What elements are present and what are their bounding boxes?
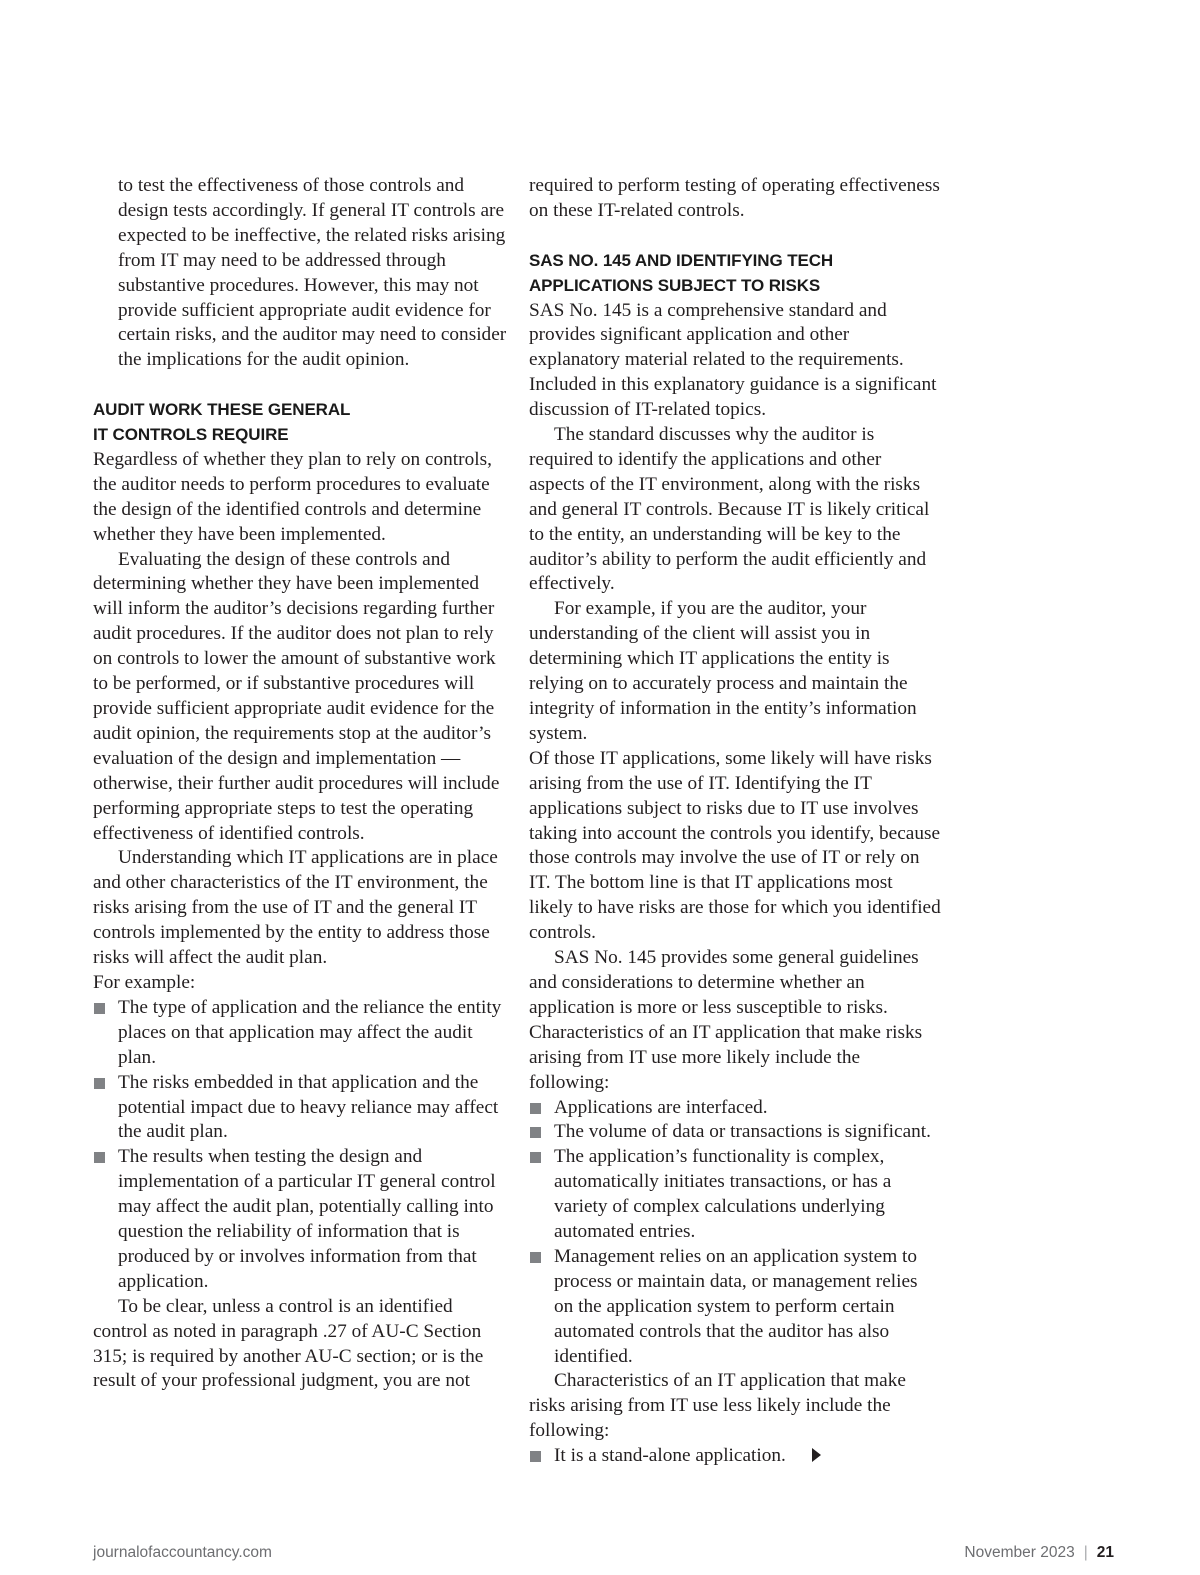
heading-line: SAS NO. 145 AND IDENTIFYING TECH <box>529 250 834 270</box>
intro-continuation: to test the effectiveness of those controls and design tests accordingly. If general IT controls are expected to be ineffective, the related risks arising from IT may need to be addressed through substantive procedures. However, this may not provide sufficient appropriate audit evidence for certain risks, and the auditor may need to consider the implications for the audit opinion. <box>118 175 507 371</box>
bullet-item <box>529 1245 941 1370</box>
bullet-text: Applications are interfaced. <box>554 1096 768 1118</box>
paragraph: Of those IT applications, some likely will have risks arising from the use of IT. Identifying the IT applications subject to risks due to IT use involves taking into account the controls you identify, because those controls may involve the use of IT or rely on IT. The bottom line is that IT applications most likely to have risks are those for which you identified controls. <box>529 747 941 944</box>
left-column <box>93 174 507 1394</box>
section-heading-sas-145 <box>529 249 941 299</box>
page-number: 21 <box>1096 1544 1114 1561</box>
footer-issue-info <box>964 1544 1114 1562</box>
bullet-item <box>529 1120 941 1145</box>
paragraph: The standard discusses why the auditor is required to identify the applications and other aspects of the IT environment, along with the risks and general IT controls. Because IT is likely critical to the entity, an understanding will be key to the auditor’s ability to perform the audit efficiently and effectively. <box>529 424 930 595</box>
bullet-text: It is a stand-alone application. <box>554 1445 786 1467</box>
paragraph: Understanding which IT applications are in place and other characteristics of the IT environment, the risks arising from the use of IT and the general IT controls implemented by the entity to address those risks will affect the audit plan. <box>93 847 498 969</box>
bullet-text: The volume of data or transactions is significant. <box>554 1121 931 1143</box>
heading-line: IT CONTROLS REQUIRE <box>93 425 289 445</box>
footer-separator: | <box>1083 1544 1088 1561</box>
bullet-item <box>93 1145 507 1294</box>
bullet-item <box>93 996 507 1071</box>
heading-line: AUDIT WORK THESE GENERAL <box>93 400 351 420</box>
paragraph: Characteristics of an IT application that make risks arising from IT use less likely include the following: <box>529 1370 906 1442</box>
paragraph: Regardless of whether they plan to rely on controls, the auditor needs to perform procedures to evaluate the design of the identified controls and determine whether they have been implemented. <box>93 448 492 545</box>
paragraph: SAS No. 145 is a comprehensive standard and provides significant application and other explanatory material related to the requirements. Included in this explanatory guidance is a significant discussion of IT-related topics. <box>529 299 937 421</box>
section-heading-audit-work <box>93 398 507 448</box>
paragraph: SAS No. 145 provides some general guidelines and considerations to determine whether an application is more or less susceptible to risks. Characteristics of an IT application that make risks arising from IT use more likely include the following: <box>529 947 923 1093</box>
continuation-paragraph: required to perform testing of operating effectiveness on these IT-related controls. <box>529 175 940 221</box>
paragraph: For example, if you are the auditor, your understanding of the client will assist you in determining which IT applications the entity is relying on to accurately process and maintain the integrity of information in the entity’s information system. <box>529 598 917 744</box>
bullet-item <box>93 1071 507 1146</box>
bullet-item <box>529 1444 941 1469</box>
right-column <box>529 174 941 1469</box>
closing-paragraph: To be clear, unless a control is an identified control as noted in paragraph .27 of AU-C Section 315; is required by another AU-C section; or is the result of your professional judgment, you are not <box>93 1295 484 1392</box>
bullet-item <box>529 1145 941 1245</box>
bullet-text: Management relies on an application system to process or maintain data, or management relies on the application system to perform certain automated controls that the auditor has also identified. <box>554 1245 918 1367</box>
continue-arrow-icon <box>812 1448 821 1462</box>
heading-line: APPLICATIONS SUBJECT TO RISKS <box>529 275 821 295</box>
footer-issue-date: November 2023 <box>964 1544 1075 1561</box>
for-example-label: For example: <box>93 971 196 993</box>
paragraph: Evaluating the design of these controls and determining whether they have been implemented will inform the auditor’s decisions regarding further audit procedures. If the auditor does not plan to rely on controls to lower the amount of substantive work to be performed, or if substantive procedures will provide sufficient appropriate audit evidence for the audit opinion, the requirements stop at the auditor’s evaluation of the design and implementation — otherwise, their further audit procedures will include performing appropriate steps to test the operating effectiveness of identified controls. <box>93 548 500 844</box>
bullet-text: The application’s functionality is complex, automatically initiates transactions, or has a variety of complex calculations underlying automated entries. <box>554 1146 892 1243</box>
footer-website: journalofaccountancy.com <box>93 1544 272 1561</box>
bullet-item <box>529 1096 941 1121</box>
bullet-text: The results when testing the design and implementation of a particular IT general control may affect the audit plan, potentially calling into question the reliability of information that is produced by or involves information from that application. <box>118 1146 496 1292</box>
bullet-text: The type of application and the reliance the entity places on that application may affect the audit plan. <box>118 996 502 1068</box>
bullet-text: The risks embedded in that application and the potential impact due to heavy reliance may affect the audit plan. <box>118 1071 499 1143</box>
